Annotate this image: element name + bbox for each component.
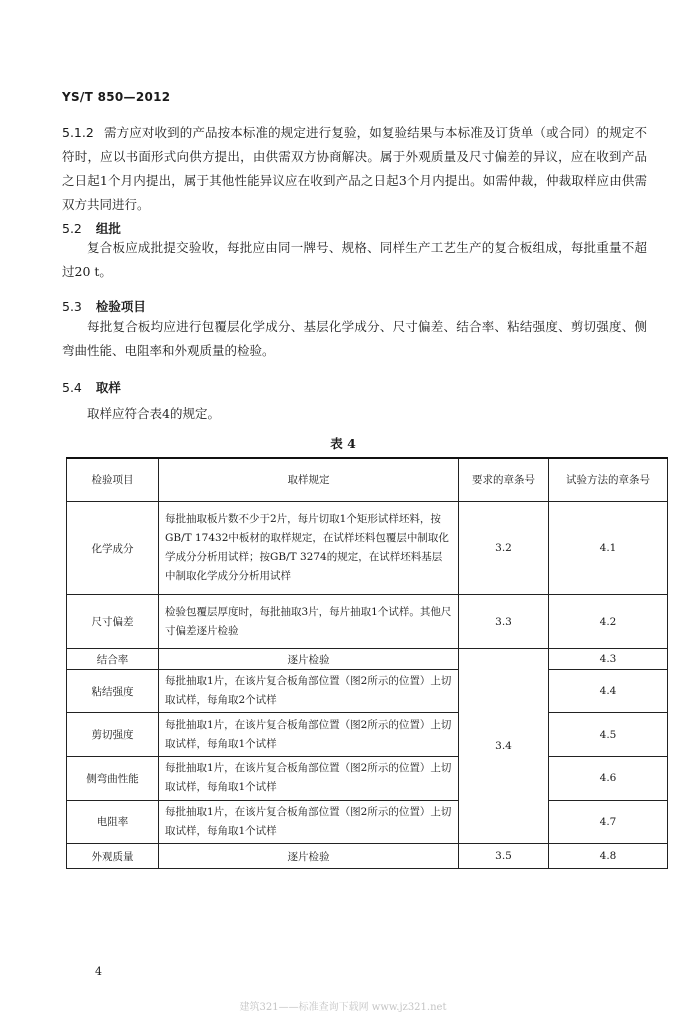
cell-rule: 每批抽取板片数不少于2片，每片切取1个矩形试样坯料，按GB/T 17432中板材的取样规定，在试样坯料包覆层中制取化学成分分析用试样；按GB/T 3274的规定，在试样坯料基层中制取化学成分分析用试样 (159, 502, 459, 595)
cell-method: 4.1 (549, 502, 668, 595)
cell-method: 4.2 (549, 595, 668, 649)
cell-item: 结合率 (67, 649, 159, 670)
watermark: 建筑321——标准查询下载网 www.jz321.net (239, 1002, 447, 1013)
cell-rule: 每批抽取1片，在该片复合板角部位置（图2所示的位置）上切取试样，每角取1个试样 (159, 756, 459, 800)
cell-rule: 检验包覆层厚度时，每批抽取3片，每片抽取1个试样。其他尺寸偏差逐片检验 (159, 595, 459, 649)
table-row (67, 844, 668, 869)
cell-req: 3.2 (459, 502, 549, 595)
section-text-5-3: 每批复合板均应进行包覆层化学成分、基层化学成分、尺寸偏差、结合率、粘结强度、剪切强度、侧弯曲性能、电阻率和外观质量的检验。 (62, 319, 647, 358)
table-row (67, 595, 668, 649)
cell-rule: 每批抽取1片，在该片复合板角部位置（图2所示的位置）上切取试样，每角取1个试样 (159, 800, 459, 844)
header-rule: 取样规定 (159, 458, 459, 502)
cell-rule: 每批抽取1片，在该片复合板角部位置（图2所示的位置）上切取试样，每角取2个试样 (159, 669, 459, 713)
section-number: 5.3 (62, 299, 82, 314)
table-row (67, 756, 668, 800)
cell-req: 3.4 (459, 649, 549, 844)
cell-method: 4.7 (549, 800, 668, 844)
section-number: 5.4 (62, 380, 82, 395)
clause-number: 5.1.2 (62, 125, 94, 140)
section-title: 取样 (95, 380, 121, 395)
header-req: 要求的章条号 (459, 458, 549, 502)
cell-item: 剪切强度 (67, 713, 159, 757)
clause-5-1-2 (62, 121, 647, 217)
section-text-5-4: 取样应符合表4的规定。 (87, 406, 220, 421)
table-row (67, 669, 668, 713)
cell-req: 3.3 (459, 595, 549, 649)
cell-rule: 逐片检验 (159, 844, 459, 869)
cell-method: 4.5 (549, 713, 668, 757)
table-caption: 表 4 (330, 436, 356, 451)
section-text-5-2: 复合板应成批提交验收，每批应由同一牌号、规格、同样生产工艺生产的复合板组成，每批重量不超过20 t。 (62, 240, 647, 279)
cell-rule: 每批抽取1片，在该片复合板角部位置（图2所示的位置）上切取试样，每角取1个试样 (159, 713, 459, 757)
cell-item: 电阻率 (67, 800, 159, 844)
cell-item: 外观质量 (67, 844, 159, 869)
table-header-row (67, 458, 668, 502)
page-number: 4 (95, 965, 102, 978)
standard-code: YS/T 850—2012 (62, 90, 171, 104)
cell-item: 尺寸偏差 (67, 595, 159, 649)
section-title: 组批 (95, 221, 121, 236)
section-heading-5-3 (62, 297, 146, 315)
cell-item: 粘结强度 (67, 669, 159, 713)
section-title: 检验项目 (95, 299, 146, 314)
section-heading-5-2 (62, 219, 121, 237)
table-row (67, 502, 668, 595)
sampling-table (66, 457, 668, 869)
table-row (67, 713, 668, 757)
section-number: 5.2 (62, 221, 82, 236)
cell-req: 3.5 (459, 844, 549, 869)
cell-method: 4.3 (549, 649, 668, 670)
table-row (67, 649, 668, 670)
cell-rule: 逐片检验 (159, 649, 459, 670)
cell-item: 化学成分 (67, 502, 159, 595)
cell-method: 4.4 (549, 669, 668, 713)
section-heading-5-4 (62, 378, 121, 396)
header-method: 试验方法的章条号 (549, 458, 668, 502)
cell-method: 4.6 (549, 756, 668, 800)
header-item: 检验项目 (67, 458, 159, 502)
cell-item: 侧弯曲性能 (67, 756, 159, 800)
clause-text: 需方应对收到的产品按本标准的规定进行复验，如复验结果与本标准及订货单（或合同）的规定不符时，应以书面形式向供方提出，由供需双方协商解决。属于外观质量及尺寸偏差的异议，应在收到产品之日起1个月内提出，属于其他性能异议应在收到产品之日起3个月内提出。如需仲裁，仲裁取样应由供需双方共同进行。 (62, 125, 647, 212)
table-row (67, 800, 668, 844)
cell-method: 4.8 (549, 844, 668, 869)
